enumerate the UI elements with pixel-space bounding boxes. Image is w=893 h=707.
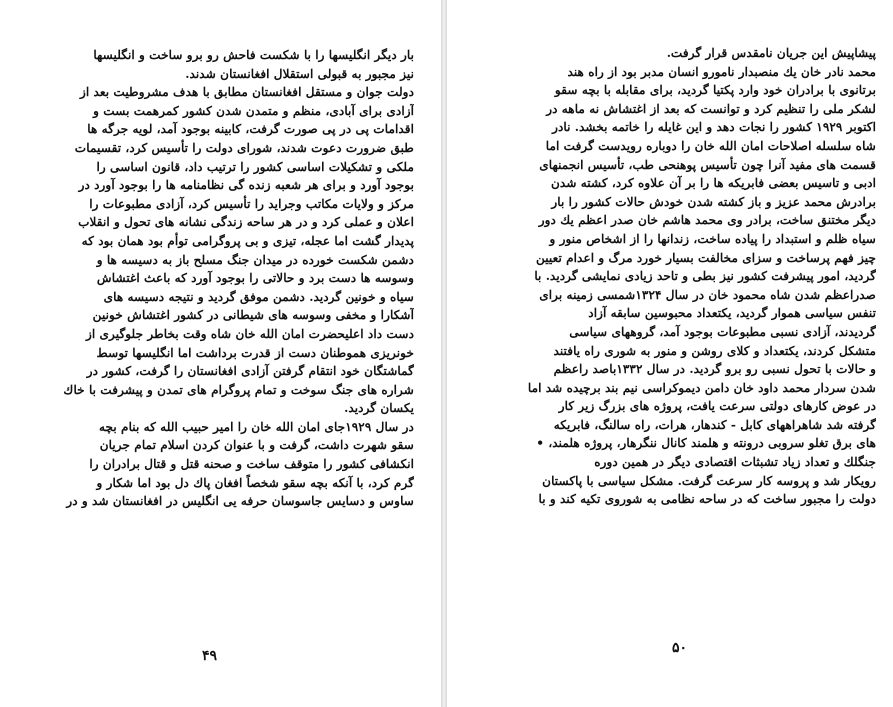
text-line: انکشافی کشور را متوقف ساخت و صحنه قتل و قتال برادران را	[89, 457, 414, 472]
text-line: بوجود آورد و برای هر شعبه زنده گی نظامنامه ها را بوجود آورد در	[78, 178, 414, 193]
text-line: شدن سردار محمد داود خان دامن دیموکراسی نیم بند برچیده شد اما	[527, 380, 876, 395]
text-line: سیاه ظلم و استبداد را پیاده ساخت، زندانها را از اشخاص منور و	[549, 231, 876, 246]
text-line: سقو شهرت داشت، گرفت و با عنوان کردن اسلام تمام جریان	[99, 438, 414, 453]
text-line: دولت را مجبور ساخت که در ساحه نظامی به شوروی تکیه کند و با	[538, 492, 876, 507]
text-line: یکسان گردید.	[344, 401, 414, 416]
text-line: محمد نادر خان یك منصبدار نامورو انسان مدبر بود از راه هند	[567, 64, 876, 79]
text-line: آشکارا و مخفی وسوسه های شیطانی در کشور اغتشاش خونین	[92, 308, 414, 323]
text-line: گماشتگان خود انتقام گرفتن آزادی افغانستان را گرفت، کشور در	[86, 364, 414, 379]
text-line: متشکل کردند، یکتعداد و کلای روشن و منور به شوری راه یافتند	[553, 343, 876, 358]
text-line: مرکز و ولایات مکاتب وجراید را تأسیس کرد، آزادی مطبوعات را	[89, 196, 414, 211]
left-page-number: ۴۹	[202, 648, 218, 664]
text-line: اکتوبر ۱۹۲۹ کشور را نجات دهد و این غایله را خاتمه بخشد. نادر	[552, 120, 876, 135]
text-line: جنگلك و تعداد زیاد تشبثات اقتصادی دیگر در همین دوره	[594, 455, 876, 470]
text-line: گرفته شد شاهراههای کابل - کندهار، هرات، راه سالنگ، فابریکه	[553, 417, 876, 432]
text-line: اعلان و عملی کرد و در هر ساحه زندگی نشانه های تحول و انقلاب	[78, 215, 414, 230]
text-line: چیز فهم پرساخت و سزای مخالفت بسیار خورد مرگ و اعدام تعیین	[535, 250, 876, 265]
text-line: های برق تغلو سروبی درونته و هلمند کانال ننگرهار، پروژه هلمند، •	[536, 436, 876, 451]
text-line: برتانوی با برادران خود وارد پکتیا گردید، برای مقابله با بچه سقو	[554, 83, 876, 98]
text-line: گردیدند، آزادی نسبی مطبوعات بوجود آمد، گروهها‌ی سیاسی	[569, 324, 876, 339]
text-line: ملکی و تشکیلات اساسی کشور را ترتیب داد، قانون اساسی را	[96, 159, 414, 174]
text-line: گردید، امور پیشرفت کشور نیز بطی و تاحد زیادی نمایشی گردید. با	[534, 269, 876, 284]
text-line: طبق ضرورت دعوت شدند، شورای دولت را تأسیس کرد، تقسیمات	[74, 140, 414, 155]
text-line: سیاه و خونین گردید. دشمن موفق گردید و نتیجه دسیسه های	[103, 289, 414, 304]
text-line: شاه سلسله اصلاحات امان الله خان را دوباره رویدست گرفت اما	[545, 138, 876, 153]
left-page	[0, 0, 441, 707]
text-line: پیشاپیش این جریان نامقدس قرار گرفت.	[666, 46, 876, 60]
text-line: آزادی برای آبادی، منظم و متمدن شدن کشور کمرهمت بست و	[93, 103, 414, 118]
text-line: پدیدار گشت اما عجله، تیزی و بی پروگرامی توأم بود همان بود که	[81, 233, 414, 248]
text-line: بار دیگر انگلیسها را با شکست فاحش رو برو ساخت و انگلیسها	[93, 48, 414, 62]
text-line: و حالات با تحول نسبی رو برو گردید. در سال ۱۳۳۲باصد راعظم	[553, 362, 876, 377]
text-line: در سال ۱۹۲۹جای امان الله خان را امیر حبیب الله که بنام بچه	[98, 419, 414, 434]
text-line: ادبی و تاسیس بعضی فابریکه ها را بر آن علاوه کرد، کشته شدن	[550, 176, 876, 191]
text-line: دشمن شکست خورده در میدان جنگ مسلح باز به دسیسه ها و	[96, 252, 414, 267]
text-line: گرم کرد، با آنکه بچه سقو شخصاً افغان پاك دل بود اما شکار و	[96, 475, 414, 490]
right-page	[447, 0, 893, 707]
text-line: قسمت های مفید آنرا چون تأسیس پوهنحی طب، تأسیس انجمنهای	[539, 157, 876, 172]
text-line: برادرش محمد عزیز و باز کشته شدن خودش حالات کشور را بار	[551, 194, 876, 209]
text-line: رویکار شد و پروسه کار سرعت گرفت. مشکل سیاسی با پاکستان	[542, 473, 876, 488]
text-line: شراره های جنگ سوخت و تمام پروگرام های تمدن و پیشرفت با خاك	[63, 382, 414, 397]
text-line: صدراعظم شدن شاه محمود خان در سال ۱۳۲۴شمسی زمینه برای	[539, 287, 876, 302]
text-line: دولت جوان و مستقل افغانستان مطابق با هدف مشروطیت بعد از	[79, 85, 414, 100]
text-line: لشکر ملی را تنظیم کرد و توانست که بعد از اغتشاش نه ماهه در	[546, 101, 876, 116]
text-line: ساوس و دسایس جاسوسان حرفه یی انگلیس در افغانستان شد و در	[66, 494, 414, 509]
right-page-number: ۵۰	[672, 640, 688, 656]
text-line: دست داد اعلیحضرت امان الله خان شاه وقت بخاطر جلوگیری از	[86, 326, 414, 341]
right-page-text	[488, 44, 876, 509]
text-line: نیز مجبور به قبولی استقلال افغانستان شدند.	[185, 66, 414, 81]
text-line: تنفس سیاسی هموار گردید، یکتعداد محبوسین سابقه آزاد	[588, 306, 876, 321]
text-line: اقدامات پی در پی صورت گرفت، کابینه بوجود آمد، لویه جرگه ها	[87, 122, 414, 137]
text-line: وسوسه ها دست برد و حالاتی را بوجود آورد که باعث اغتشاش	[96, 271, 414, 286]
text-line: خونریزی هموطنان دست از قدرت برداشت اما انگلیسها توسط	[96, 345, 414, 360]
text-line: در عوض کارهای دولتی سرعت یافت، پروژه های بزرگ زیر کار	[558, 399, 876, 414]
left-page-text	[26, 46, 414, 511]
text-line: دیگر مختنق ساخت، برادر وی محمد هاشم خان صدر اعظم یك دور	[538, 213, 876, 228]
